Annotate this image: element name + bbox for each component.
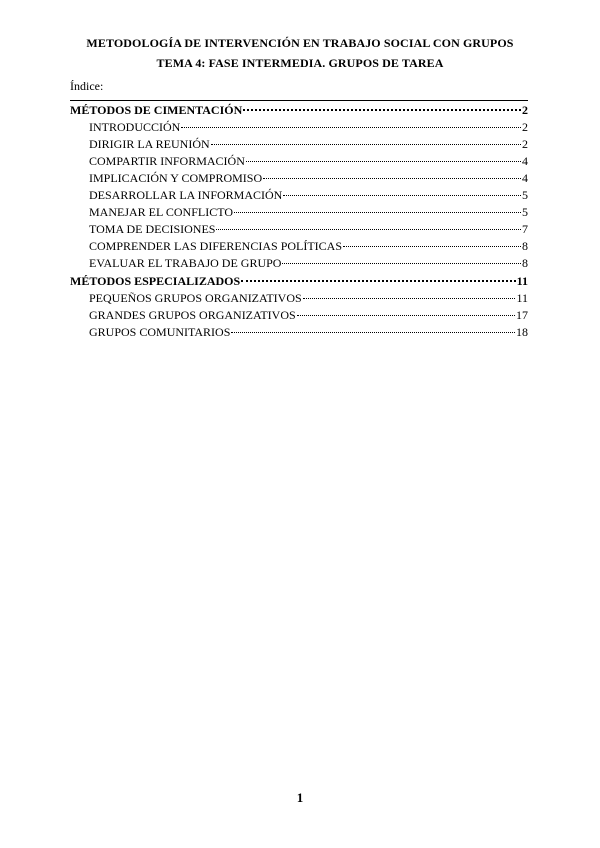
- toc-leader: [231, 332, 515, 333]
- toc-entry-text: PEQUEÑOS GRUPOS ORGANIZATIVOS: [89, 291, 302, 305]
- toc-entry-metodos-cimentacion[interactable]: [70, 100, 528, 119]
- toc-entry-grandes-grupos[interactable]: [70, 307, 528, 324]
- toc-leader: [181, 127, 521, 128]
- toc-page-number: 8: [522, 239, 528, 253]
- toc-entry-text: IMPLICACIÓN Y COMPROMISO: [89, 171, 263, 185]
- toc-page-number: 2: [522, 120, 528, 134]
- toc-page-number: 7: [522, 222, 528, 236]
- toc-entry-text: GRUPOS COMUNITARIOS: [89, 325, 231, 339]
- toc-leader: [303, 298, 516, 299]
- document-subtitle: TEMA 4: FASE INTERMEDIA. GRUPOS DE TAREA: [156, 56, 444, 70]
- toc-entry-text: COMPARTIR INFORMACIÓN: [89, 154, 245, 168]
- toc-page-number: 2: [522, 103, 528, 117]
- toc-page-number: 18: [516, 325, 528, 339]
- toc-leader: [216, 229, 521, 230]
- toc-entry-toma-decisiones[interactable]: [70, 221, 528, 238]
- toc-entry-text: GRANDES GRUPOS ORGANIZATIVOS: [89, 308, 296, 322]
- toc-leader: [263, 178, 521, 179]
- toc-entry-implicacion-compromiso[interactable]: [70, 170, 528, 187]
- toc-entry-text: MÉTODOS ESPECIALIZADOS: [70, 274, 241, 288]
- toc-entry-text: MANEJAR EL CONFLICTO: [89, 205, 234, 219]
- index-label: Índice:: [70, 79, 104, 93]
- toc-page-number: 5: [522, 205, 528, 219]
- toc-page-number: 11: [516, 291, 528, 305]
- toc-entry-compartir-informacion[interactable]: [70, 153, 528, 170]
- toc-entry-text: COMPRENDER LAS DIFERENCIAS POLÍTICAS: [89, 239, 343, 253]
- toc-entry-text: DESARROLLAR LA INFORMACIÓN: [89, 188, 283, 202]
- toc-entry-manejar-conflicto[interactable]: [70, 204, 528, 221]
- toc-entry-desarrollar-informacion[interactable]: [70, 187, 528, 204]
- toc-page-number: 4: [522, 154, 528, 168]
- table-of-contents: [70, 100, 528, 341]
- toc-entry-text: TOMA DE DECISIONES: [89, 222, 216, 236]
- toc-page-number: 5: [522, 188, 528, 202]
- toc-entry-introduccion[interactable]: [70, 119, 528, 136]
- toc-page-number: 4: [522, 171, 528, 185]
- toc-leader: [246, 161, 521, 162]
- toc-leader: [234, 212, 521, 213]
- toc-leader: [241, 280, 516, 282]
- toc-leader: [243, 109, 521, 111]
- document-title: METODOLOGÍA DE INTERVENCIÓN EN TRABAJO SOCIAL CON GRUPOS: [86, 36, 514, 50]
- toc-entry-text: DIRIGIR LA REUNIÓN: [89, 137, 210, 151]
- toc-leader: [283, 195, 521, 196]
- toc-entry-grupos-comunitarios[interactable]: [70, 324, 528, 341]
- toc-entry-comprender-diferencias[interactable]: [70, 238, 528, 255]
- toc-page-number: 2: [522, 137, 528, 151]
- toc-entry-text: INTRODUCCIÓN: [89, 120, 181, 134]
- toc-entry-dirigir-reunion[interactable]: [70, 136, 528, 153]
- toc-entry-metodos-especializados[interactable]: [70, 272, 528, 290]
- toc-leader: [211, 144, 521, 145]
- toc-leader: [282, 263, 521, 264]
- toc-leader: [297, 315, 515, 316]
- page-number: 1: [296, 790, 304, 805]
- toc-page-number: 17: [516, 308, 528, 322]
- toc-entry-text: EVALUAR EL TRABAJO DE GRUPO: [89, 256, 282, 270]
- toc-entry-text: MÉTODOS DE CIMENTACIÓN: [70, 103, 243, 117]
- toc-entry-pequenos-grupos[interactable]: [70, 290, 528, 307]
- toc-page-number: 8: [522, 256, 528, 270]
- toc-entry-evaluar-trabajo[interactable]: [70, 255, 528, 272]
- toc-page-number: 11: [516, 274, 528, 288]
- toc-leader: [343, 246, 521, 247]
